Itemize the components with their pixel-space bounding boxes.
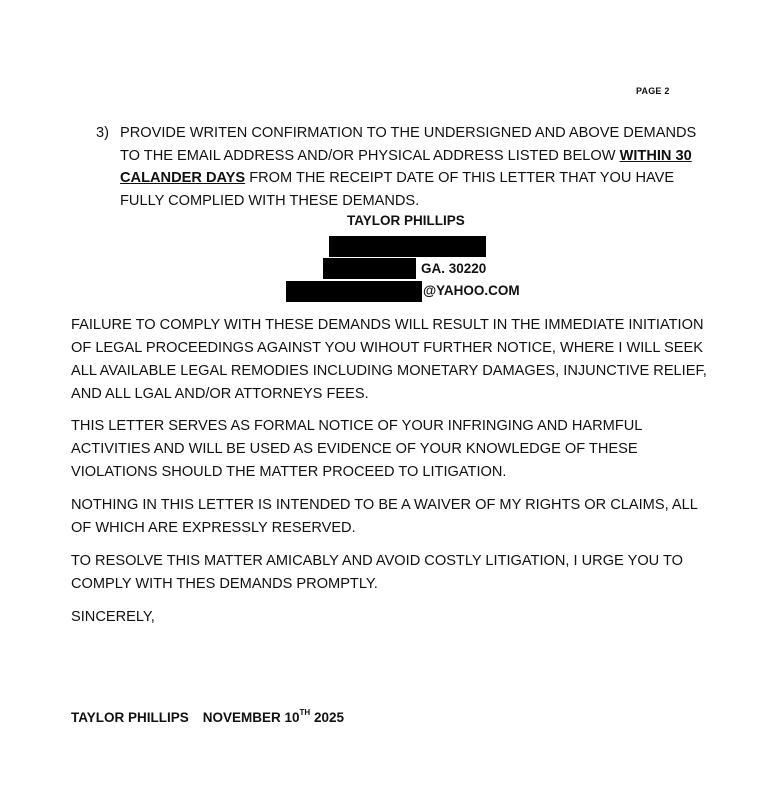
signature-date-month-day: NOVEMBER 10 — [202, 710, 300, 725]
paragraph-waiver: NOTHING IN THIS LETTER IS INTENDED TO BE A WAIVER OF MY RIGHTS OR CLAIMS, ALL OF WHICH ARE EXPRESSLY RESERVED. — [71, 497, 698, 536]
list-item-text-before: PROVIDE WRITEN CONFIRMATION TO THE UNDERSIGNED AND ABOVE DEMANDS TO THE EMAIL ADDRESS AND/OR PHYSICAL ADDRESS LISTED BELOW — [120, 125, 697, 164]
deadline-emphasis: WITHIN 30 CALANDER DAYS — [120, 147, 692, 186]
paragraph-notice: THIS LETTER SERVES AS FORMAL NOTICE OF YOUR INFRINGING AND HARMFUL ACTIVITIES AND WILL BE USED AS EVIDENCE OF YOUR KNOWLEDGE OF THESE VIOLATIONS SHOULD THE MATTER PROCEED TO LITIGATION. — [71, 418, 642, 480]
redaction-city — [323, 258, 416, 279]
signature-name: TAYLOR PHILLIPS — [71, 710, 189, 725]
signature-date-suffix: TH — [299, 708, 311, 717]
signature-line — [71, 710, 344, 725]
contact-email-domain: @YAHOO.COM — [423, 283, 520, 298]
list-item-number: 3) — [96, 125, 109, 141]
paragraph-failure: FAILURE TO COMPLY WITH THESE DEMANDS WILL RESULT IN THE IMMEDIATE INITIATION OF LEGAL PROCEEDINGS AGAINST YOU WIHOUT FURTHER NOTICE, WHERE I WILL SEEK ALL AVAILABLE LEGAL REMODIES INCLUDING MONETARY DAMAGES, INJUNCTIVE RELIEF, AND ALL LGAL AND/OR ATTORNEYS FEES. — [71, 317, 707, 402]
paragraph-resolve: TO RESOLVE THIS MATTER AMICABLY AND AVOID COSTLY LITIGATION, I URGE YOU TO COMPLY WITH THES DEMANDS PROMPTLY. — [71, 553, 683, 592]
list-item-text-after: FROM THE RECEIPT DATE OF THIS LETTER THAT YOU HAVE FULLY COMPLIED WITH THESE DEMANDS. — [120, 170, 675, 209]
redaction-street-address — [329, 236, 486, 257]
list-item-text — [120, 122, 716, 212]
redaction-email-user — [286, 281, 422, 302]
contact-name: TAYLOR PHILLIPS — [347, 213, 465, 228]
signature-date — [203, 710, 344, 725]
contact-city-state-zip: GA. 30220 — [421, 261, 487, 276]
closing-salutation: SINCERELY, — [71, 609, 155, 625]
page-number: PAGE 2 — [636, 86, 670, 96]
list-item-3 — [96, 122, 716, 212]
signature-date-year: 2025 — [310, 710, 345, 725]
